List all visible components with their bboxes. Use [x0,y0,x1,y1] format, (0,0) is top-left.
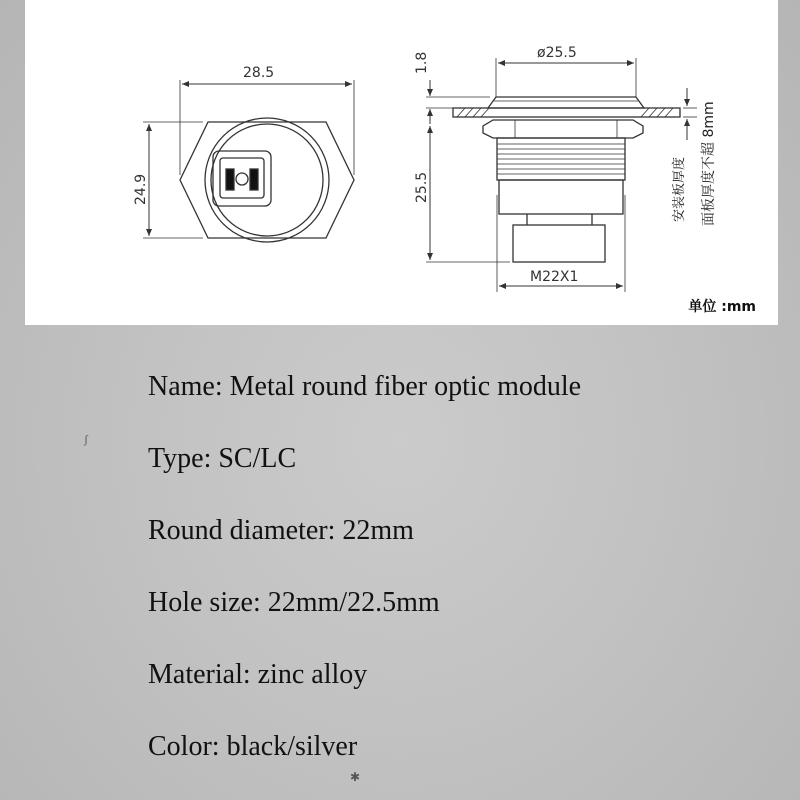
latch-left [226,169,234,190]
spec-round-diameter: Round diameter: 22mm [148,515,414,546]
technical-drawing-panel [25,0,778,325]
front-view [143,80,354,242]
side-diameter-label: ø25.5 [537,45,577,61]
unit-label: 单位 :mm [688,299,756,315]
hex-nut-outline [180,122,354,238]
outer-ring [205,118,329,242]
spec-material: Material: zinc alloy [148,659,368,690]
thread-label: M22X1 [530,269,579,285]
dust-speck: ✱ [350,770,361,784]
spec-name: Name: Metal round fiber optic module [148,371,582,402]
dust-speck: ʃ [84,432,88,446]
flange-height-label: 1.8 [414,51,430,74]
mounting-panel [453,108,680,117]
side-nut [483,120,643,138]
side-view [426,58,697,292]
adapter-tail [513,225,605,262]
rear-body [499,180,623,214]
spec-type: Type: SC/LC [148,443,297,474]
latch-right [250,169,258,190]
ferrule-hole [236,173,248,185]
spec-list [148,367,581,799]
max-panel-note: 面板厚度不超 8mm [701,101,717,226]
spec-color: Color: black/silver [148,731,358,762]
dimension-drawing [25,0,778,325]
body-length-label: 25.5 [414,171,430,203]
spec-hole-size: Hole size: 22mm/22.5mm [148,587,440,618]
flange-head [488,97,644,108]
front-width-label: 28.5 [243,65,275,81]
panel-thickness-note: 安装板厚度 [672,156,687,222]
front-height-label: 24.9 [133,173,149,205]
